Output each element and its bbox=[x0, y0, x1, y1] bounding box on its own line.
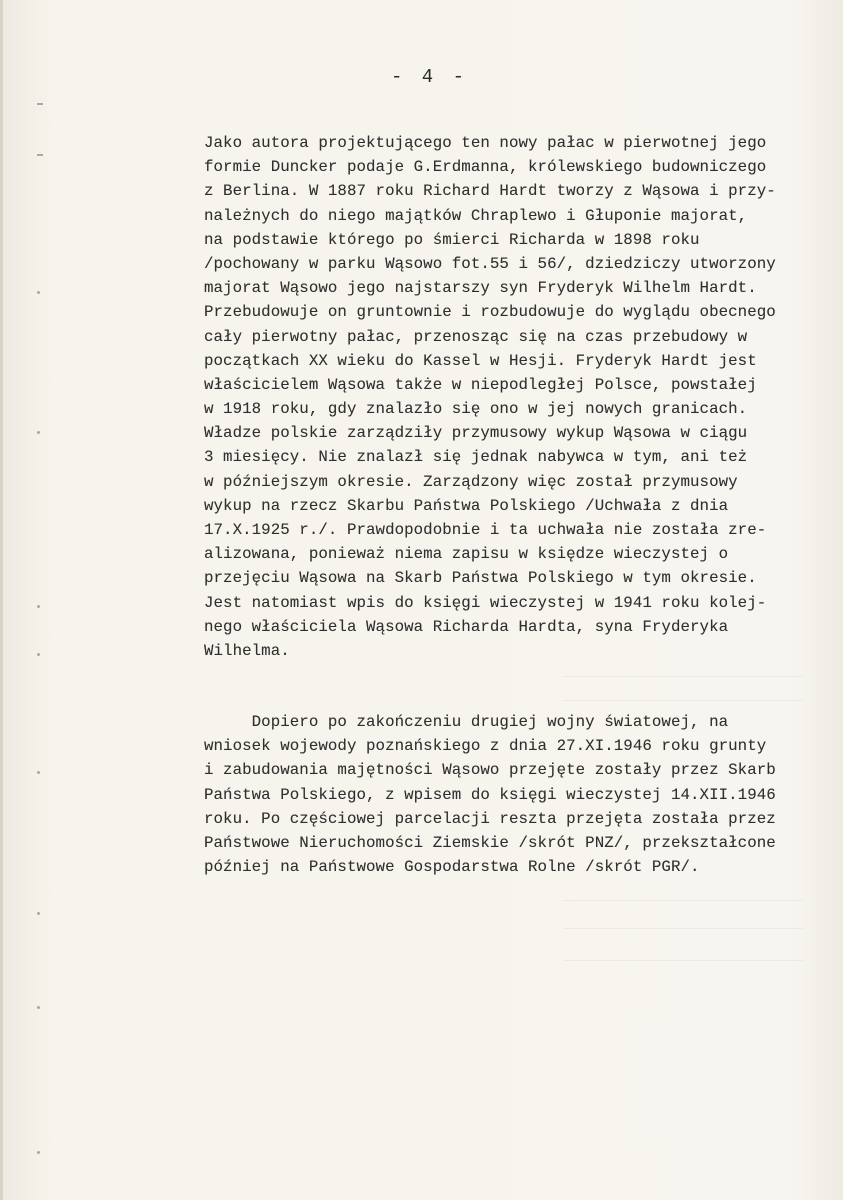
page-number: - 4 - bbox=[391, 66, 469, 88]
show-through-line bbox=[563, 676, 803, 677]
show-through-line bbox=[563, 928, 803, 929]
text-line: w 1918 roku, gdy znalazło się ono w jej nowych granicach. bbox=[204, 400, 748, 419]
margin-mark bbox=[37, 605, 40, 608]
margin-mark bbox=[37, 431, 40, 434]
text-line: Władze polskie zarządziły przymusowy wykup Wąsowa w ciągu bbox=[204, 424, 748, 443]
text-line: Dopiero po zakończeniu drugiej wojny światowej, na bbox=[204, 713, 729, 731]
margin-mark bbox=[37, 1006, 40, 1009]
show-through-line bbox=[563, 900, 803, 901]
text-line: cały pierwotny pałac, przenosząc się na czas przebudowy w bbox=[204, 327, 748, 346]
text-line: później na Państwowe Gospodarstwa Rolne /skrót PGR/. bbox=[204, 858, 700, 877]
text-line: z Berlina. W 1887 roku Richard Hardt tworzy z Wąsowa i przy- bbox=[204, 182, 776, 201]
text-line: Jest natomiast wpis do księgi wieczystej w 1941 roku kolej- bbox=[204, 593, 767, 612]
text-line: 17.X.1925 r./. Prawdopodobnie i ta uchwała nie została zre- bbox=[204, 521, 767, 539]
text-line: alizowana, ponieważ niema zapisu w księdze wieczystej o bbox=[204, 545, 729, 564]
text-line: nego właściciela Wąsowa Richarda Hardta, syna Fryderyka bbox=[204, 617, 729, 636]
text-line: wykup na rzecz Skarbu Państwa Polskiego /Uchwała z dnia bbox=[204, 496, 729, 515]
margin-mark bbox=[37, 653, 40, 656]
text-line: Wilhelma. bbox=[204, 641, 290, 660]
text-line: formie Duncker podaje G.Erdmanna, królewskiego budowniczego bbox=[204, 158, 767, 177]
text-line: roku. Po częściowej parcelacji reszta przejęta została przez bbox=[204, 809, 776, 828]
text-line: wniosek wojewody poznańskiego z dnia 27.XI.1946 roku grunty bbox=[204, 737, 767, 756]
text-line: Jako autora projektującego ten nowy pałac w pierwotnej jego bbox=[204, 134, 767, 152]
margin-mark bbox=[37, 103, 43, 105]
paragraph-1 bbox=[204, 131, 826, 663]
text-line: Państwowe Nieruchomości Ziemskie /skrót PNZ/, przekształcone bbox=[204, 833, 776, 852]
text-line: 3 miesięcy. Nie znalazł się jednak nabywca w tym, ani też bbox=[204, 448, 748, 467]
show-through-line bbox=[563, 960, 803, 961]
text-line: początkach XX wieku do Kassel w Hesji. Fryderyk Hardt jest bbox=[204, 351, 757, 370]
margin-mark bbox=[37, 154, 43, 156]
text-line: przejęciu Wąsowa na Skarb Państwa Polskiego w tym okresie. bbox=[204, 569, 757, 588]
show-through-line bbox=[563, 700, 803, 701]
text-line: właścicielem Wąsowa także w niepodległej Polsce, powstałej bbox=[204, 375, 757, 394]
margin-mark bbox=[37, 291, 40, 294]
text-line: w późniejszym okresie. Zarządzony więc został przymusowy bbox=[204, 472, 738, 491]
text-line: majorat Wąsowo jego najstarszy syn Fryderyk Wilhelm Hardt. bbox=[204, 279, 757, 298]
text-line: /pochowany w parku Wąsowo fot.55 i 56/, dziedziczy utworzony bbox=[204, 254, 776, 273]
margin-mark bbox=[37, 912, 40, 915]
text-line: Państwa Polskiego, z wpisem do księgi wieczystej 14.XII.1946 bbox=[204, 785, 776, 804]
text-line: na podstawie którego po śmierci Richarda w 1898 roku bbox=[204, 230, 700, 249]
paragraph-2 bbox=[204, 710, 826, 879]
margin-mark bbox=[37, 771, 40, 774]
margin-mark bbox=[37, 1151, 40, 1154]
text-line: należnych do niego majątków Chraplewo i Głuponie majorat, bbox=[204, 206, 748, 225]
text-line: Przebudowuje on gruntownie i rozbudowuje do wyglądu obecnego bbox=[204, 303, 776, 322]
text-line: i zabudowania majętności Wąsowo przejęte zostały przez Skarb bbox=[204, 761, 776, 780]
